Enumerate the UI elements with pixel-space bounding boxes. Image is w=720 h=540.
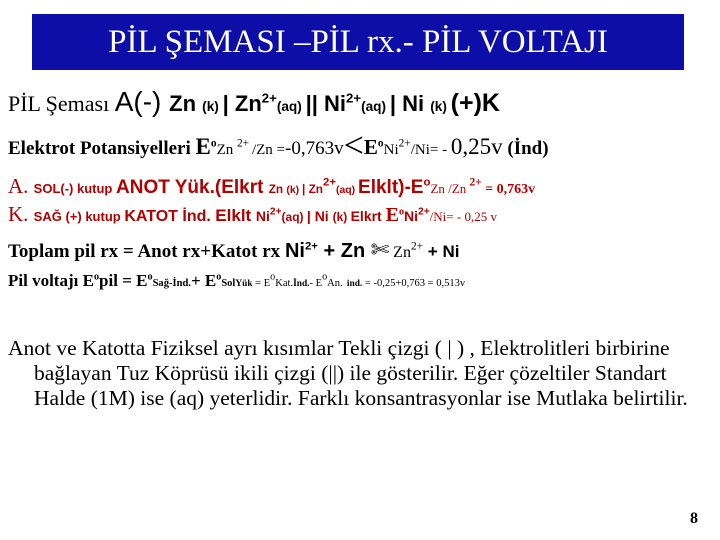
text-segment: ANOT Yük.(Elkrt (116, 177, 269, 198)
text-segment: = 0,763v (481, 182, 536, 197)
text-segment: 0,25v (450, 134, 503, 159)
electrode-potentials-line (8, 125, 549, 165)
text-segment: Elektrot Potansiyelleri (8, 138, 196, 159)
text-segment: | Zn (302, 183, 323, 196)
text-segment: 2+ (398, 137, 411, 150)
text-segment: SOL(-) kutup (33, 181, 116, 196)
text-segment: E (204, 271, 217, 290)
text-segment: Sağ (152, 278, 169, 289)
anode-line (8, 174, 535, 199)
text-segment: (k) (332, 210, 351, 224)
text-segment: (aq) (361, 99, 390, 114)
text-segment: Sol (221, 278, 236, 289)
text-segment: | Ni (306, 208, 333, 224)
text-segment: || Ni (305, 91, 347, 116)
text-segment: /Zn (448, 181, 470, 196)
text-segment: K. (8, 202, 34, 226)
text-segment: Toplam pil rx = Anot rx+Katot rx (8, 241, 285, 262)
text-segment: o (398, 206, 405, 218)
text-segment: Elklt (215, 206, 256, 225)
text-segment: Elkrt (350, 208, 386, 224)
text-segment: 2+ (304, 240, 318, 253)
text-segment: Ni (284, 240, 305, 262)
text-segment: pil (99, 271, 118, 290)
text-segment: İnd. (182, 208, 216, 225)
text-segment: E (195, 134, 211, 159)
text-segment: = E (252, 278, 271, 289)
cell-diagram-line (8, 86, 500, 118)
text-segment: Kat. (275, 278, 294, 289)
text-segment: 2+ (418, 206, 430, 218)
text-segment: + Ni (423, 242, 460, 261)
text-segment: Ni (383, 142, 399, 158)
text-segment: Zn (268, 183, 287, 196)
text-segment: + (190, 271, 205, 290)
text-segment: E (363, 135, 378, 159)
text-segment: o (216, 271, 222, 283)
text-segment: Pil voltajı E (8, 271, 94, 290)
text-segment: -0,763v (285, 138, 344, 159)
text-segment: (aq) (335, 185, 359, 196)
text-segment: 2+ (269, 206, 282, 218)
text-segment: (k) (286, 185, 303, 196)
text-segment: = -0,25+0,763 = 0,513v (362, 278, 466, 289)
text-segment: 2+ (469, 176, 482, 189)
page-number: 8 (690, 510, 698, 527)
text-segment: + Zn (317, 240, 371, 262)
text-segment: (aq) (276, 99, 306, 114)
text-segment: = E (117, 271, 148, 290)
text-segment: KATOT (124, 208, 183, 225)
explanation-paragraph: Anot ve Katotta Fiziksel ayrı kısımlar Tekli çizgi ( | ) , Elektrolitleri birbirine bağlayan Tuz Köprüsü ikili çizgi (||) ile gösterilir. Eğer çözeltiler Standart Halde (1M) ise (aq) yeterlidir. Farklı konsantrasyonlar ise Mutlaka belirtilir. (8, 336, 688, 410)
text-segment: (k) (202, 99, 223, 114)
text-segment: İnd. (293, 279, 310, 289)
text-segment: Zn (389, 244, 411, 261)
text-segment: - E (309, 278, 323, 289)
text-segment: (İnd) (502, 138, 549, 159)
total-reaction-line (8, 238, 459, 263)
text-segment: o (210, 137, 217, 150)
text-segment: /Zn = (251, 142, 285, 158)
text-segment: /Ni (410, 142, 430, 158)
cell-diagram-label: PİL Şeması (8, 91, 115, 116)
cell-voltage-line (8, 271, 465, 291)
slide-title-bar (32, 14, 684, 70)
text-segment: SAĞ (33, 209, 66, 224)
text-segment: ind. (346, 279, 363, 289)
text-segment: (+) kutup (65, 209, 125, 224)
text-segment: - (168, 278, 173, 289)
text-segment: o (423, 176, 431, 189)
text-segment: A. (8, 174, 34, 198)
text-segment: 2+ (236, 137, 252, 150)
text-segment: Ni (404, 208, 419, 224)
text-segment: Zn (216, 142, 237, 158)
text-segment: İnd. (172, 278, 191, 289)
text-segment: | Zn (222, 91, 262, 116)
text-segment: 2+ (261, 90, 277, 106)
anode-label: A(-) (114, 86, 170, 117)
text-segment: /Ni= - 0,25 v (429, 209, 497, 224)
text-segment: (k) (430, 99, 451, 114)
text-segment: (aq) (281, 210, 307, 224)
scissors-icon: ✄ (370, 238, 390, 263)
text-segment: o (377, 137, 384, 150)
text-segment: o (270, 271, 276, 283)
cathode-label: (+)K (450, 89, 500, 117)
slide-title: PİL ŞEMASI –PİL rx.- PİL VOLTAJI (108, 23, 608, 60)
text-segment: E (385, 204, 399, 226)
text-segment: | Ni (389, 91, 431, 116)
text-segment: o (322, 271, 328, 283)
text-segment: Elklt)-E (358, 177, 424, 198)
text-segment: 2+ (410, 240, 424, 253)
text-segment: Zn (169, 91, 203, 116)
cathode-line (8, 202, 497, 227)
text-segment: Yük (235, 279, 253, 289)
text-segment: o (147, 271, 153, 283)
text-segment: An. (327, 278, 343, 289)
text-segment: 2+ (322, 176, 336, 189)
text-segment: = - (429, 142, 451, 158)
text-segment: o (93, 271, 100, 283)
less-than-symbol: < (343, 125, 364, 165)
text-segment: Ni (255, 208, 270, 224)
text-segment: Zn (430, 181, 449, 196)
text-segment: 2+ (346, 90, 362, 106)
